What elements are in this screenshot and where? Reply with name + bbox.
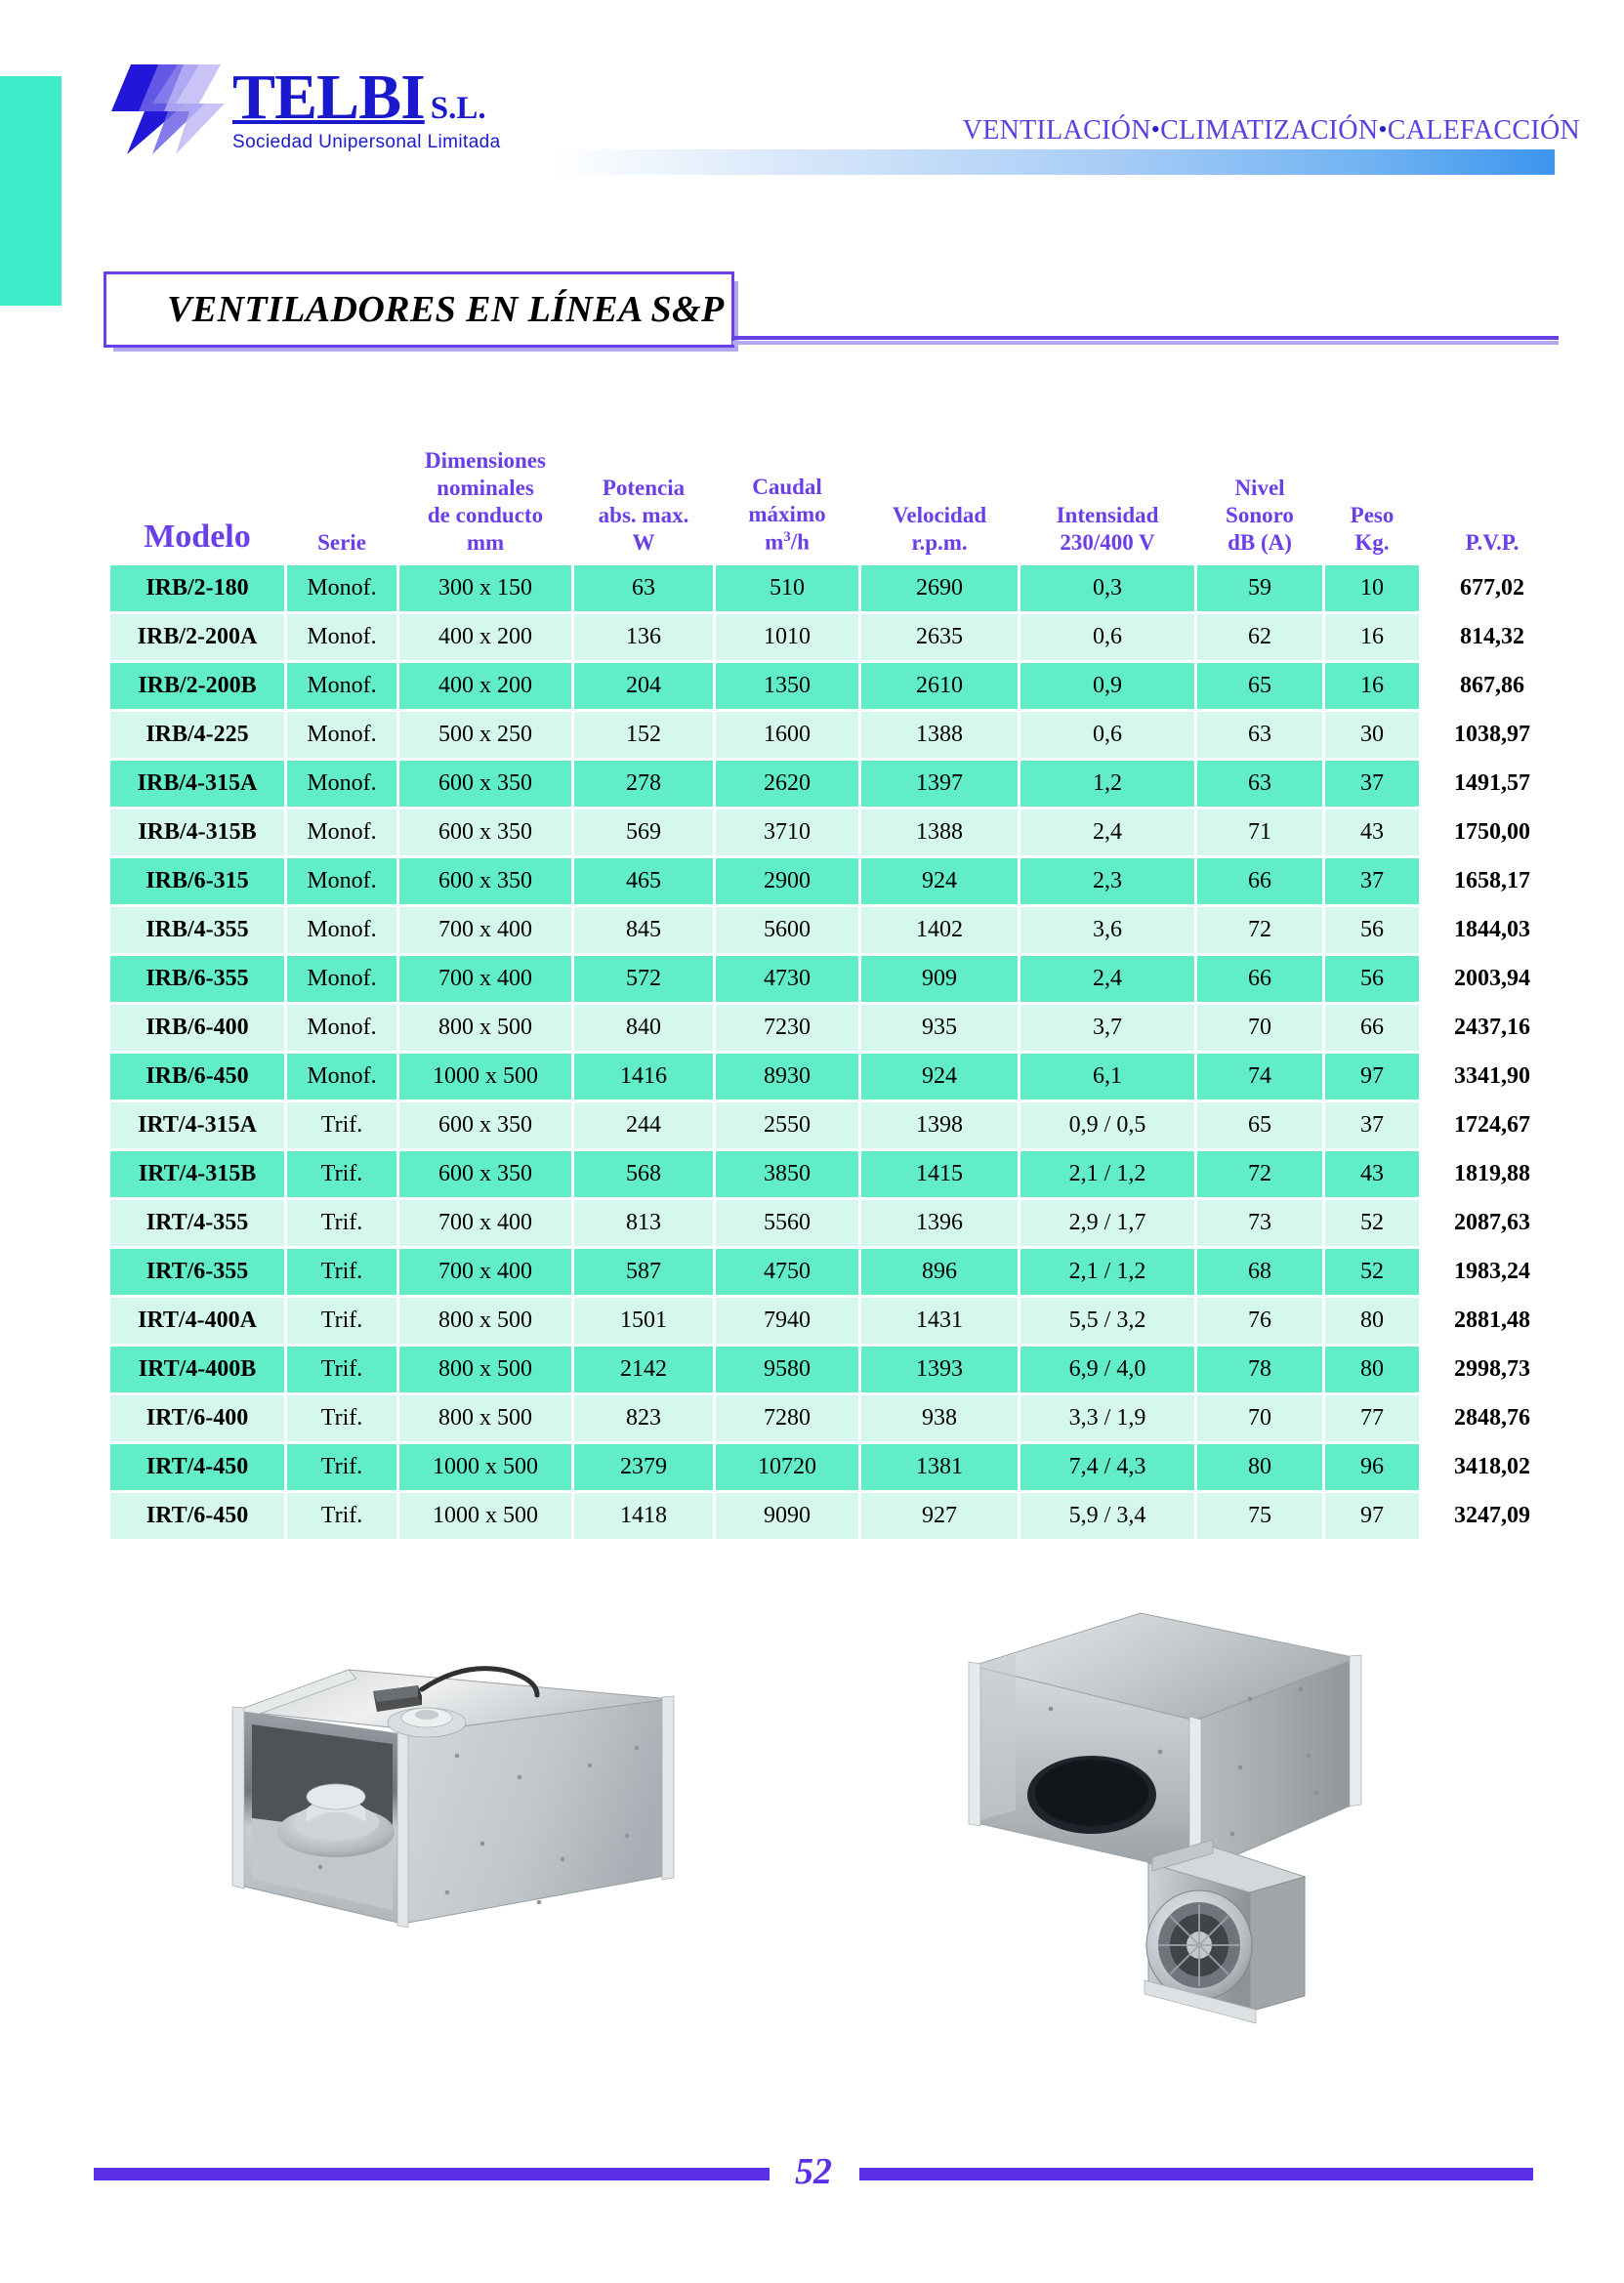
cell-intensidad: 6,1 <box>1020 1054 1194 1100</box>
cell-potencia: 587 <box>574 1249 713 1295</box>
cell-dim: 700 x 400 <box>399 1200 571 1246</box>
section-title-rule <box>732 336 1559 340</box>
cell-dim: 600 x 350 <box>399 1151 571 1197</box>
column-header-dim-l3: de conducto <box>427 503 544 528</box>
cell-intensidad: 0,6 <box>1020 614 1194 660</box>
brand-legal-suffix: S.L. <box>430 91 486 126</box>
cell-serie: Trif. <box>287 1249 396 1295</box>
cell-velocidad: 938 <box>861 1395 1018 1441</box>
cell-pvp: 1819,88 <box>1422 1151 1562 1197</box>
cell-dim: 700 x 400 <box>399 956 571 1002</box>
cell-peso: 16 <box>1325 663 1419 709</box>
page-footer <box>0 2151 1624 2283</box>
cell-modelo: IRB/2-180 <box>110 565 284 611</box>
cell-dim: 1000 x 500 <box>399 1444 571 1490</box>
cell-pvp: 1750,00 <box>1422 809 1562 855</box>
cell-caudal: 2620 <box>716 761 858 807</box>
cell-nivel: 66 <box>1197 956 1322 1002</box>
cell-intensidad: 7,4 / 4,3 <box>1020 1444 1194 1490</box>
cell-caudal: 4730 <box>716 956 858 1002</box>
cell-velocidad: 1381 <box>861 1444 1018 1490</box>
column-header-intensidad <box>1020 447 1194 562</box>
column-header-serie-label: Serie <box>317 530 366 556</box>
column-header-pvp-label: P.V.P. <box>1465 530 1520 556</box>
cell-caudal: 5560 <box>716 1200 858 1246</box>
cell-dim: 700 x 400 <box>399 907 571 953</box>
table-row <box>110 1444 1562 1490</box>
cell-modelo: IRT/6-400 <box>110 1395 284 1441</box>
cell-nivel: 65 <box>1197 663 1322 709</box>
column-header-dimensiones <box>399 447 571 562</box>
cell-serie: Monof. <box>287 614 396 660</box>
column-header-pot-l1: Potencia <box>602 476 686 501</box>
section-title-rule-shadow <box>732 341 1559 345</box>
header-gradient-bar <box>552 149 1555 175</box>
cell-intensidad: 3,7 <box>1020 1005 1194 1051</box>
cell-pvp: 1491,57 <box>1422 761 1562 807</box>
cell-nivel: 80 <box>1197 1444 1322 1490</box>
cell-nivel: 66 <box>1197 858 1322 904</box>
footer-bar-right <box>859 2168 1533 2180</box>
cell-serie: Trif. <box>287 1493 396 1539</box>
column-header-cau-l1: Caudal <box>752 475 822 500</box>
cell-modelo: IRB/6-400 <box>110 1005 284 1051</box>
cell-pvp: 2848,76 <box>1422 1395 1562 1441</box>
cell-intensidad: 2,4 <box>1020 956 1194 1002</box>
cell-modelo: IRT/4-400B <box>110 1347 284 1392</box>
cell-caudal: 9580 <box>716 1347 858 1392</box>
table-row <box>110 1298 1562 1344</box>
cell-velocidad: 1388 <box>861 809 1018 855</box>
table-row <box>110 565 1562 611</box>
cell-peso: 56 <box>1325 956 1419 1002</box>
cell-pvp: 3418,02 <box>1422 1444 1562 1490</box>
cell-dim: 300 x 150 <box>399 565 571 611</box>
table-row <box>110 1249 1562 1295</box>
cell-potencia: 465 <box>574 858 713 904</box>
column-header-caudal <box>716 447 858 562</box>
cell-dim: 1000 x 500 <box>399 1493 571 1539</box>
cell-serie: Trif. <box>287 1102 396 1148</box>
cell-caudal: 7230 <box>716 1005 858 1051</box>
footer-bar-left <box>94 2168 770 2180</box>
tagline-separator-dot: • <box>1150 115 1161 144</box>
cell-velocidad: 1393 <box>861 1347 1018 1392</box>
cell-pvp: 814,32 <box>1422 614 1562 660</box>
cell-caudal: 510 <box>716 565 858 611</box>
cell-modelo: IRT/4-400A <box>110 1298 284 1344</box>
cell-nivel: 68 <box>1197 1249 1322 1295</box>
column-header-peso <box>1325 447 1419 562</box>
table-row <box>110 1347 1562 1392</box>
cell-potencia: 136 <box>574 614 713 660</box>
cell-peso: 43 <box>1325 809 1419 855</box>
cell-nivel: 71 <box>1197 809 1322 855</box>
cell-intensidad: 0,9 <box>1020 663 1194 709</box>
cell-nivel: 73 <box>1197 1200 1322 1246</box>
cell-velocidad: 927 <box>861 1493 1018 1539</box>
brand-subtitle: Sociedad Unipersonal Limitada <box>232 131 501 152</box>
column-header-pot-l2: abs. max. <box>598 503 689 528</box>
cell-nivel: 63 <box>1197 761 1322 807</box>
cell-intensidad: 3,6 <box>1020 907 1194 953</box>
cell-potencia: 1416 <box>574 1054 713 1100</box>
spec-table-header-row <box>110 447 1562 562</box>
tagline-ventilacion: VENTILACIÓN <box>962 115 1151 145</box>
cell-peso: 80 <box>1325 1347 1419 1392</box>
cell-modelo: IRT/6-450 <box>110 1493 284 1539</box>
cell-pvp: 3247,09 <box>1422 1493 1562 1539</box>
cell-peso: 97 <box>1325 1493 1419 1539</box>
tagline-climatizacion: CLIMATIZACIÓN <box>1160 115 1379 145</box>
cell-serie: Trif. <box>287 1151 396 1197</box>
cell-serie: Monof. <box>287 956 396 1002</box>
cell-potencia: 813 <box>574 1200 713 1246</box>
cell-dim: 400 x 200 <box>399 614 571 660</box>
cell-peso: 66 <box>1325 1005 1419 1051</box>
column-header-vel-unit: r.p.m. <box>911 530 968 556</box>
column-header-vel-l1: Velocidad <box>892 503 987 528</box>
cell-velocidad: 935 <box>861 1005 1018 1051</box>
cell-peso: 52 <box>1325 1249 1419 1295</box>
cell-velocidad: 2610 <box>861 663 1018 709</box>
cell-potencia: 572 <box>574 956 713 1002</box>
spec-table-head <box>110 447 1562 562</box>
cell-velocidad: 1388 <box>861 712 1018 758</box>
cell-dim: 800 x 500 <box>399 1347 571 1392</box>
cell-serie: Monof. <box>287 663 396 709</box>
table-row <box>110 1395 1562 1441</box>
cell-serie: Monof. <box>287 712 396 758</box>
cell-potencia: 1501 <box>574 1298 713 1344</box>
column-header-pvp <box>1422 447 1562 562</box>
column-header-peso-unit: Kg. <box>1354 530 1390 556</box>
cell-modelo: IRB/2-200A <box>110 614 284 660</box>
cell-peso: 97 <box>1325 1054 1419 1100</box>
brand-name: TELBI <box>232 62 425 133</box>
cell-dim: 600 x 350 <box>399 858 571 904</box>
cell-intensidad: 5,5 / 3,2 <box>1020 1298 1194 1344</box>
cell-pvp: 1038,97 <box>1422 712 1562 758</box>
column-header-modelo <box>110 447 284 562</box>
cell-modelo: IRT/4-450 <box>110 1444 284 1490</box>
cell-caudal: 1600 <box>716 712 858 758</box>
table-row <box>110 1493 1562 1539</box>
cell-intensidad: 2,1 / 1,2 <box>1020 1249 1194 1295</box>
cell-intensidad: 0,9 / 0,5 <box>1020 1102 1194 1148</box>
table-row <box>110 1151 1562 1197</box>
cell-peso: 10 <box>1325 565 1419 611</box>
column-header-dim-l1: Dimensiones <box>425 448 546 473</box>
cell-pvp: 2998,73 <box>1422 1347 1562 1392</box>
cell-pvp: 1844,03 <box>1422 907 1562 953</box>
table-row <box>110 858 1562 904</box>
cell-dim: 500 x 250 <box>399 712 571 758</box>
table-row <box>110 1005 1562 1051</box>
cell-potencia: 568 <box>574 1151 713 1197</box>
cell-pvp: 2437,16 <box>1422 1005 1562 1051</box>
column-header-nivel-sonoro <box>1197 447 1322 562</box>
cell-pvp: 1658,17 <box>1422 858 1562 904</box>
cell-intensidad: 2,1 / 1,2 <box>1020 1151 1194 1197</box>
cell-serie: Monof. <box>287 565 396 611</box>
cell-modelo: IRB/4-315A <box>110 761 284 807</box>
cell-intensidad: 2,3 <box>1020 858 1194 904</box>
cell-caudal: 2900 <box>716 858 858 904</box>
cell-pvp: 2881,48 <box>1422 1298 1562 1344</box>
cell-caudal: 7280 <box>716 1395 858 1441</box>
cell-velocidad: 2690 <box>861 565 1018 611</box>
cell-modelo: IRT/4-355 <box>110 1200 284 1246</box>
cell-nivel: 59 <box>1197 565 1322 611</box>
cell-modelo: IRT/4-315B <box>110 1151 284 1197</box>
page-number: 52 <box>795 2151 832 2192</box>
table-row <box>110 907 1562 953</box>
cell-serie: Monof. <box>287 1054 396 1100</box>
cell-nivel: 72 <box>1197 907 1322 953</box>
cell-velocidad: 909 <box>861 956 1018 1002</box>
cell-modelo: IRT/4-315A <box>110 1102 284 1148</box>
cell-potencia: 244 <box>574 1102 713 1148</box>
column-header-cau-unit: $m^3/h$ <box>765 529 810 556</box>
table-row <box>110 1102 1562 1148</box>
cell-potencia: 278 <box>574 761 713 807</box>
cell-dim: 800 x 500 <box>399 1395 571 1441</box>
cell-serie: Trif. <box>287 1200 396 1246</box>
inline-duct-fan-with-motor-housing-photo <box>957 1601 1387 2060</box>
cell-potencia: 569 <box>574 809 713 855</box>
cell-caudal: 3850 <box>716 1151 858 1197</box>
cell-serie: Monof. <box>287 1005 396 1051</box>
cell-potencia: 845 <box>574 907 713 953</box>
cell-nivel: 76 <box>1197 1298 1322 1344</box>
cell-peso: 52 <box>1325 1200 1419 1246</box>
cell-caudal: 7940 <box>716 1298 858 1344</box>
cell-nivel: 75 <box>1197 1493 1322 1539</box>
cell-serie: Monof. <box>287 761 396 807</box>
cell-nivel: 70 <box>1197 1005 1322 1051</box>
column-header-peso-l1: Peso <box>1350 503 1395 528</box>
cell-modelo: IRB/4-355 <box>110 907 284 953</box>
cell-dim: 400 x 200 <box>399 663 571 709</box>
page-header <box>0 0 1624 205</box>
rectangular-inline-duct-fan-photo <box>227 1640 690 1963</box>
cell-pvp: 1724,67 <box>1422 1102 1562 1148</box>
cell-dim: 600 x 350 <box>399 809 571 855</box>
cell-intensidad: 0,3 <box>1020 565 1194 611</box>
header-tagline <box>963 115 1580 146</box>
cell-velocidad: 1402 <box>861 907 1018 953</box>
cell-dim: 1000 x 500 <box>399 1054 571 1100</box>
cell-velocidad: 1397 <box>861 761 1018 807</box>
cell-pvp: 2087,63 <box>1422 1200 1562 1246</box>
table-row <box>110 712 1562 758</box>
cell-intensidad: 5,9 / 3,4 <box>1020 1493 1194 1539</box>
cell-caudal: 9090 <box>716 1493 858 1539</box>
cell-peso: 56 <box>1325 907 1419 953</box>
cell-dim: 800 x 500 <box>399 1298 571 1344</box>
cell-pvp: 677,02 <box>1422 565 1562 611</box>
cell-modelo: IRB/6-355 <box>110 956 284 1002</box>
column-header-velocidad <box>861 447 1018 562</box>
table-row <box>110 809 1562 855</box>
cell-pvp: 867,86 <box>1422 663 1562 709</box>
page-title: VENTILADORES EN LÍNEA S&P <box>167 289 725 330</box>
cell-dim: 700 x 400 <box>399 1249 571 1295</box>
column-header-niv-l1: Nivel <box>1234 476 1285 501</box>
cell-pvp: 3341,90 <box>1422 1054 1562 1100</box>
column-header-pot-unit: W <box>632 530 655 556</box>
cell-intensidad: 2,4 <box>1020 809 1194 855</box>
table-row <box>110 614 1562 660</box>
cell-potencia: 840 <box>574 1005 713 1051</box>
spec-table-container <box>107 444 1533 1542</box>
cell-nivel: 72 <box>1197 1151 1322 1197</box>
cell-potencia: 2142 <box>574 1347 713 1392</box>
cell-dim: 800 x 500 <box>399 1005 571 1051</box>
cell-serie: Trif. <box>287 1298 396 1344</box>
cell-velocidad: 924 <box>861 858 1018 904</box>
cell-intensidad: 0,6 <box>1020 712 1194 758</box>
brand-text-block <box>232 62 501 153</box>
table-row <box>110 1200 1562 1246</box>
cell-nivel: 65 <box>1197 1102 1322 1148</box>
cell-serie: Monof. <box>287 858 396 904</box>
table-row <box>110 1054 1562 1100</box>
cell-peso: 96 <box>1325 1444 1419 1490</box>
cell-peso: 16 <box>1325 614 1419 660</box>
cell-potencia: 2379 <box>574 1444 713 1490</box>
cell-caudal: 5600 <box>716 907 858 953</box>
spec-table <box>107 444 1565 1542</box>
cell-velocidad: 924 <box>861 1054 1018 1100</box>
cell-potencia: 1418 <box>574 1493 713 1539</box>
cell-velocidad: 896 <box>861 1249 1018 1295</box>
cell-caudal: 1010 <box>716 614 858 660</box>
cell-modelo: IRB/6-450 <box>110 1054 284 1100</box>
cell-serie: Trif. <box>287 1444 396 1490</box>
cell-nivel: 78 <box>1197 1347 1322 1392</box>
cell-pvp: 2003,94 <box>1422 956 1562 1002</box>
cell-nivel: 62 <box>1197 614 1322 660</box>
column-header-dim-l2: nominales <box>437 476 534 501</box>
cell-modelo: IRT/6-355 <box>110 1249 284 1295</box>
cell-peso: 43 <box>1325 1151 1419 1197</box>
cell-dim: 600 x 350 <box>399 761 571 807</box>
cell-caudal: 8930 <box>716 1054 858 1100</box>
cell-modelo: IRB/4-315B <box>110 809 284 855</box>
cell-serie: Trif. <box>287 1347 396 1392</box>
cell-peso: 37 <box>1325 1102 1419 1148</box>
tagline-separator-dot: • <box>1378 115 1388 144</box>
cell-intensidad: 3,3 / 1,9 <box>1020 1395 1194 1441</box>
company-logo <box>102 61 501 158</box>
tagline-calefaccion: CALEFACCIÓN <box>1387 115 1580 145</box>
column-header-niv-unit: dB (A) <box>1228 530 1292 556</box>
cell-nivel: 74 <box>1197 1054 1322 1100</box>
section-title-box <box>104 271 734 348</box>
cell-serie: Trif. <box>287 1395 396 1441</box>
cell-pvp: 1983,24 <box>1422 1249 1562 1295</box>
spec-table-body <box>110 565 1562 1539</box>
cell-caudal: 1350 <box>716 663 858 709</box>
cell-nivel: 70 <box>1197 1395 1322 1441</box>
column-header-dim-unit: mm <box>466 530 505 556</box>
column-header-niv-l2: Sonoro <box>1226 503 1294 528</box>
column-header-potencia <box>574 447 713 562</box>
cell-intensidad: 2,9 / 1,7 <box>1020 1200 1194 1246</box>
cell-caudal: 10720 <box>716 1444 858 1490</box>
column-header-cau-l2: máximo <box>748 502 826 527</box>
lightning-bolt-icon <box>102 61 227 158</box>
cell-peso: 30 <box>1325 712 1419 758</box>
cell-velocidad: 1415 <box>861 1151 1018 1197</box>
cell-intensidad: 1,2 <box>1020 761 1194 807</box>
cell-velocidad: 2635 <box>861 614 1018 660</box>
cell-serie: Monof. <box>287 907 396 953</box>
cell-velocidad: 1396 <box>861 1200 1018 1246</box>
cell-peso: 37 <box>1325 761 1419 807</box>
cell-nivel: 63 <box>1197 712 1322 758</box>
cell-potencia: 63 <box>574 565 713 611</box>
cell-caudal: 3710 <box>716 809 858 855</box>
cell-peso: 77 <box>1325 1395 1419 1441</box>
cell-serie: Monof. <box>287 809 396 855</box>
table-row <box>110 761 1562 807</box>
cell-potencia: 152 <box>574 712 713 758</box>
cell-peso: 80 <box>1325 1298 1419 1344</box>
cell-dim: 600 x 350 <box>399 1102 571 1148</box>
cell-potencia: 823 <box>574 1395 713 1441</box>
product-photos <box>0 1601 1624 2109</box>
cell-intensidad: 6,9 / 4,0 <box>1020 1347 1194 1392</box>
cell-modelo: IRB/2-200B <box>110 663 284 709</box>
cell-caudal: 4750 <box>716 1249 858 1295</box>
cell-velocidad: 1431 <box>861 1298 1018 1344</box>
column-header-modelo-label: Modelo <box>144 518 251 555</box>
cell-caudal: 2550 <box>716 1102 858 1148</box>
column-header-int-unit: 230/400 V <box>1060 530 1155 556</box>
cell-potencia: 204 <box>574 663 713 709</box>
column-header-int-l1: Intensidad <box>1056 503 1159 528</box>
column-header-serie <box>287 447 396 562</box>
table-row <box>110 956 1562 1002</box>
cell-modelo: IRB/4-225 <box>110 712 284 758</box>
table-row <box>110 663 1562 709</box>
cell-modelo: IRB/6-315 <box>110 858 284 904</box>
cell-velocidad: 1398 <box>861 1102 1018 1148</box>
cell-peso: 37 <box>1325 858 1419 904</box>
